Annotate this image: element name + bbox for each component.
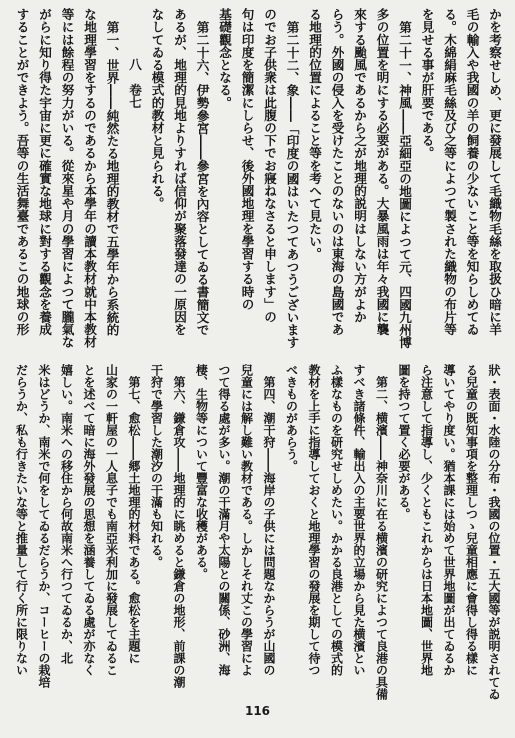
section-title: 第二十二、象 [284, 20, 300, 97]
page-number: 116 [244, 704, 271, 718]
text-line: 來する颱風であるから之が地理的説明はしない方がよか [352, 8, 367, 323]
section-text: ――參宮を內容としてゐる書簡文で [194, 134, 210, 336]
text-line: つて得る處が多い。潮の干滿月や太陽との關係、砂洲、海 [217, 364, 231, 676]
text-line: 嬉しい。南米への移住から何故南米へ行つてゐるか、北 [59, 364, 74, 664]
text-line: 多の位置を明にする必要がある。大暴風雨は年々我國に襲 [374, 8, 390, 336]
text-line: ふ樣なものを研究せしめたい。かかる良港としての模式的 [329, 364, 344, 676]
text-line: 兒童には解し難い教材である。しかしそれ丈この學習によ [239, 364, 254, 676]
text-line: ら注意して指導し、少くともこれからは日本地圖、世界地 [419, 364, 434, 676]
text-line: を見せる事が肝要である。 [419, 8, 435, 160]
section-text: ――亞細亞の地圖によつて元、四國九州博 [397, 108, 412, 349]
section-heading-line [123, 364, 146, 704]
section-title: 第四、潮干狩 [262, 376, 276, 448]
text-line: る。木綿絹麻毛絲及び之等によつて製された織物の布片等 [442, 8, 457, 336]
text-line: 干狩で學習した潮汐の干滿も知れる。 [149, 364, 164, 568]
text-line: がらに知り得た宇宙に更に確實な地球に對する觀念を養成 [37, 8, 52, 336]
text-line: 狀・表面・水陸の分布・我國の位置・五大國等が説明されてゐ [487, 364, 501, 700]
section-text: ――海岸の子供には問題なからうが山國の [262, 448, 276, 676]
text-line: る地理的位置によること等を考へて見たい。 [307, 8, 322, 260]
lower-text-block [10, 364, 505, 704]
text-line: 導いてやり度い。猶本課には始めて世界地圖が出てゐるか [442, 364, 456, 676]
section-heading-line [100, 8, 123, 358]
text-line: 基礎觀念となる。 [217, 8, 232, 109]
section-text: ――地理的に眺めると鎌倉の地形、前課の潮 [172, 448, 186, 688]
section-text: ――「印度の國はいたつてあつうございます [284, 96, 300, 349]
section-heading-line [280, 8, 303, 358]
text-line: だらうか、私も行きたいな等と推量して行く所に限りない [14, 364, 29, 676]
section-title: 第六、鎌倉攻 [172, 376, 186, 448]
text-line: 米はどうか、南米で何をしてゐるだらうか、コーヒーの栽培 [37, 364, 51, 688]
section-text: ――純然たる地理的教材で五學年から系統的 [104, 83, 120, 336]
text-line: することができよう。吾等の生活舞臺であるこの地球の形 [14, 8, 30, 336]
text-line: 毛の輸入や我國の羊の飼養の少ないこと等を知らしめてゐ [464, 8, 480, 336]
section-heading-line [168, 364, 191, 704]
text-line: 句は印度を簡潔にしらせ、後外國地理を學習する時の [239, 8, 255, 311]
section-text: ――郷土地理的材料である。愈松を主題に [127, 436, 141, 664]
text-line: 圖を持つて置く必要がある。 [397, 364, 411, 520]
text-line: すべき諸條件、輸出入の主要世界的立場から見た横濱とい [352, 364, 366, 676]
section-heading-line [190, 8, 213, 358]
section-title: 第二、横濱 [374, 376, 389, 436]
text-line: 等には餘程の努力がいる。從來星や月の學習によつて朧氣な [59, 8, 75, 349]
section-text: ――神奈川に在る横濱の研究によつて良港の具備 [374, 436, 389, 700]
section-heading-line [258, 364, 281, 704]
section-title: 第一、世界 [104, 20, 120, 84]
text-line: 山家の一軒屋の一人息子でも南亞米利加に發展してゐるこ [104, 364, 119, 676]
text-line: あるが、地理的見地よりすれば信仰が聚落發達の一原因を [172, 8, 187, 336]
text-line: 教材を上手に指導しておくと地理學習の發展を期して待つ [307, 364, 321, 676]
text-line: なしてゐる模式的教材と見られる。 [149, 8, 165, 210]
upper-text-block [10, 8, 505, 358]
text-line: かを考察せしめ、更に發展して毛織物毛絲を取扱ひ暗に羊 [487, 8, 502, 336]
text-line: な地理學習をするのであるから本學年の讀本教材就中本教材 [82, 8, 97, 349]
text-line: とを述べて暗に海外發展の思想を涵養してゐる處が亦なく [82, 364, 96, 676]
text-line: べきものがあらう。 [284, 364, 299, 472]
section-title: 第七、愈松 [127, 376, 141, 436]
text-line: らう。外國の侵入を受けたことのないのは東海の島國であ [329, 8, 345, 336]
text-line: る兒童の既知事項を整理しつゝ兒童相應に會得し得る樣に [464, 364, 479, 676]
text-line: 棲、生物等について豐富な收穫がある。 [194, 364, 209, 580]
section-title: 第二十六、伊勢參宮 [194, 20, 210, 134]
section-heading-line [393, 8, 416, 358]
section-title: 第二十一、神風 [397, 20, 412, 109]
volume-heading: 八 卷七 [127, 58, 142, 109]
section-heading-line [370, 364, 393, 704]
text-line: のでお子供衆は此腹の下でお寢ねなさると申します」の [262, 8, 277, 323]
